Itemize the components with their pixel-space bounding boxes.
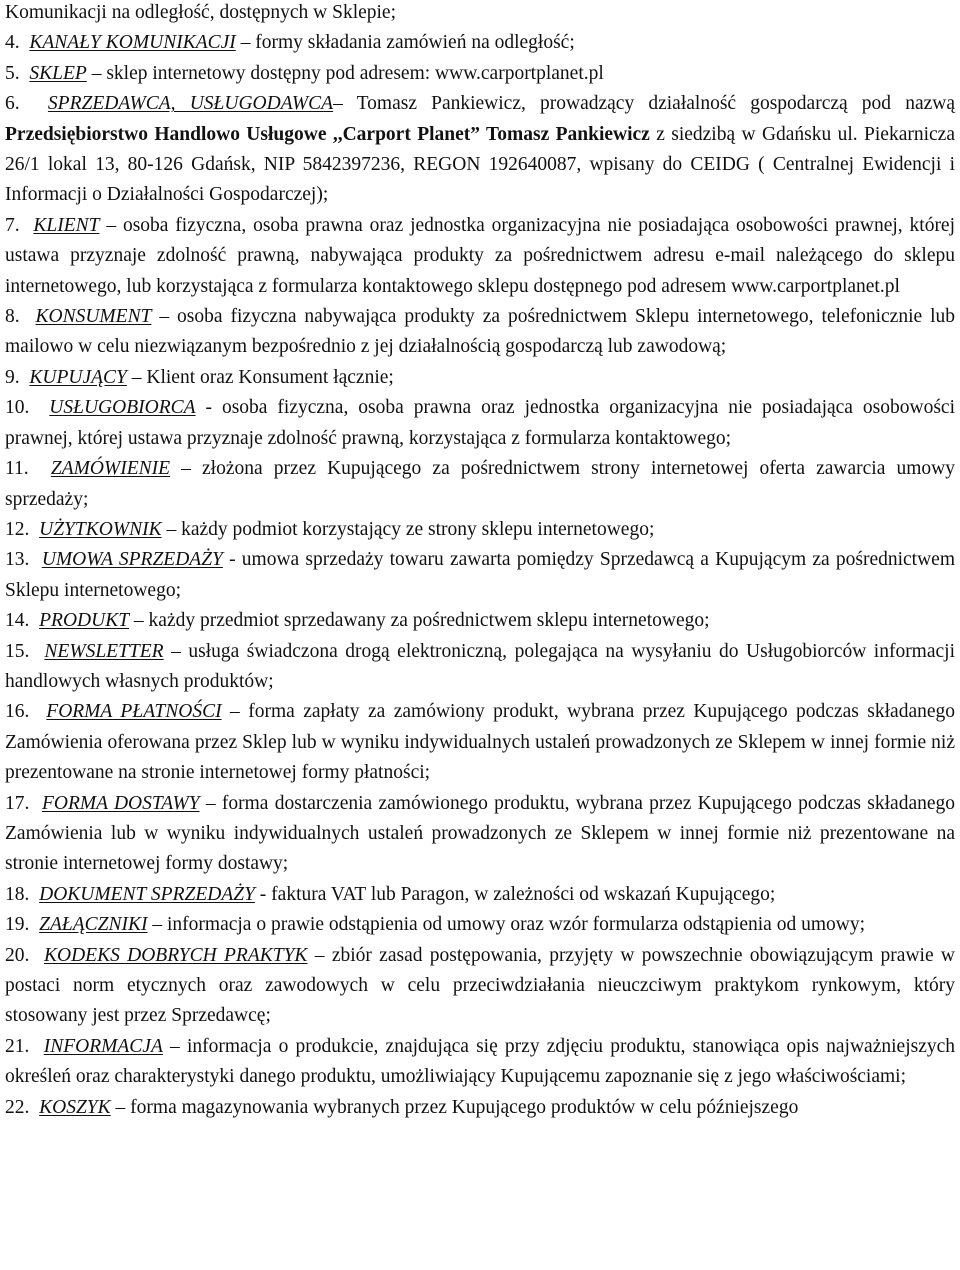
definition-item-5: [5, 59, 955, 89]
definition-text: – informacja o produkcie, znajdująca się przy zdjęciu produktu, stanowiąca opis najważniejszych określeń oraz charakterystyki danego produktu, umożliwiający Kupującemu zapoznanie się z jego właściwościami;: [5, 1035, 956, 1088]
item-number: 15.: [5, 640, 30, 662]
definition-text: – usługa świadczona drogą elektroniczną, polegająca na wysyłaniu do Usługobiorców informacji handlowych własnych produktów;: [5, 640, 955, 692]
definition-text-pre: – Tomasz Pankiewicz, prowadzący działalność gospodarczą pod nazwą: [333, 93, 955, 115]
definition-text: – forma magazynowania wybranych przez Kupującego produktów w celu późniejszego: [110, 1096, 799, 1118]
definition-item-9: [5, 363, 955, 393]
definition-item-8: [5, 302, 955, 363]
defined-term: KODEKS DOBRYCH PRAKTYK: [43, 944, 308, 966]
defined-term: UŻYTKOWNIK: [39, 518, 162, 540]
definition-text: – forma zapłaty za zamówiony produkt, wybrana przez Kupującego podczas składanego Zamówienia oferowana przez Sklep lub w wyniku indywidualnych ustaleń prowadzonych ze Sklepem w innej formie niż prezentowane na stronie internetowej formy płatności;: [5, 701, 956, 784]
item-number: 13.: [5, 549, 30, 571]
definition-text: – zbiór zasad postępowania, przyjęty w powszechnie obowiązującym prawie w postaci norm etycznych oraz zawodowych w celu przeciwdziałania nieuczciwym praktykom rynkowym, który stosowany jest przez Sprzedawcę;: [5, 944, 955, 1027]
defined-term: USŁUGOBIORCA: [49, 397, 196, 419]
item-number: 19.: [5, 914, 30, 936]
defined-term: KANAŁY KOMUNIKACJI: [29, 32, 236, 54]
item-number: 10.: [5, 397, 30, 419]
defined-term: KLIENT: [33, 214, 100, 236]
definition-text: – każdy przedmiot sprzedawany za pośrednictwem sklepu internetowego;: [129, 610, 710, 632]
defined-term: ZAŁĄCZNIKI: [39, 914, 148, 936]
definition-item-17: [5, 789, 955, 880]
definition-item-22: [5, 1093, 955, 1123]
definition-item-21: [5, 1032, 955, 1093]
item-number: 21.: [5, 1035, 30, 1057]
definition-item-13: [5, 545, 955, 606]
item-number: 8.: [5, 306, 20, 328]
definition-text: - faktura VAT lub Paragon, w zależności od wskazań Kupującego;: [254, 883, 776, 905]
definition-text: – informacja o prawie odstąpienia od umowy oraz wzór formularza odstąpienia od umowy;: [147, 914, 865, 936]
definition-item-11: [5, 454, 955, 515]
definition-text: - osoba fizyczna, osoba prawna oraz jednostka organizacyjna nie posiadająca osobowości prawnej, której ustawa przyznaje zdolność prawną, korzystająca z formularza kontaktowego;: [5, 397, 956, 449]
item-number: 18.: [5, 883, 30, 905]
definition-text: – sklep internetowy dostępny pod adresem: www.carportplanet.pl: [86, 62, 604, 84]
defined-term: KUPUJĄCY: [29, 366, 127, 388]
definition-text: – każdy podmiot korzystający ze strony sklepu internetowego;: [161, 518, 655, 540]
item-number: 12.: [5, 518, 30, 540]
definition-text: – osoba fizyczna, osoba prawna oraz jednostka organizacyjna nie posiadająca osobowości prawnej, której ustawa przyznaje zdolność prawną, nabywająca produkty za pośrednictwem adresu e-mail należącego do sklepu internetowego, lub korzystająca z formularza kontaktowego sklepu dostępnego pod adresem www.carportplanet.pl: [5, 214, 956, 297]
definition-text: – formy składania zamówień na odległość;: [235, 32, 575, 54]
item-number: 17.: [5, 792, 30, 814]
defined-term: INFORMACJA: [43, 1035, 163, 1057]
defined-term: SPRZEDAWCA, USŁUGODAWCA: [47, 93, 334, 115]
item-number: 16.: [5, 701, 30, 723]
definition-item-18: [5, 880, 955, 910]
item-number: 7.: [5, 214, 20, 236]
definition-item-10: [5, 393, 955, 454]
intro-tail-line: [5, 0, 955, 28]
definition-item-15: [5, 637, 955, 698]
item-number: 6.: [5, 93, 20, 115]
item-number: 20.: [5, 944, 30, 966]
definition-item-4: [5, 28, 955, 58]
definition-text: – forma dostarczenia zamówionego produktu, wybrana przez Kupującego podczas składanego Zamówienia lub w wyniku indywidualnych ustaleń prowadzonych ze Sklepem w innej formie niż prezentowane na stronie internetowej formy dostawy;: [5, 792, 956, 875]
intro-tail-text: Komunikacji na odległość, dostępnych w Sklepie;: [5, 2, 397, 23]
definition-item-20: [5, 941, 955, 1032]
item-number: 14.: [5, 610, 30, 632]
company-name: Przedsiębiorstwo Handlowo Usługowe ,,Carport Planet” Tomasz Pankiewicz: [5, 123, 650, 145]
defined-term: DOKUMENT SPRZEDAŻY: [39, 883, 255, 905]
defined-term: KONSUMENT: [35, 306, 152, 328]
definition-text: – złożona przez Kupującego za pośrednictwem strony internetowej oferta zawarcia umowy sprzedaży;: [5, 458, 955, 510]
definition-text: – osoba fizyczna nabywająca produkty za pośrednictwem Sklepu internetowego, telefonicznie lub mailowo w celu niezwiązanym bezpośrednio z jej działalnością gospodarczą lub zawodową;: [5, 306, 955, 358]
defined-term: UMOWA SPRZEDAŻY: [41, 549, 223, 571]
item-number: 22.: [5, 1096, 30, 1118]
definition-item-19: [5, 910, 955, 940]
defined-term: PRODUKT: [39, 610, 130, 632]
item-number: 5.: [5, 62, 20, 84]
definitions-list: [5, 0, 955, 1123]
definition-item-12: [5, 515, 955, 545]
item-number: 4.: [5, 32, 20, 54]
definition-item-14: [5, 606, 955, 636]
definition-text: – Klient oraz Konsument łącznie;: [126, 366, 394, 388]
definition-item-7: [5, 211, 955, 302]
definition-item-6: [5, 89, 955, 211]
defined-term: FORMA DOSTAWY: [41, 792, 200, 814]
defined-term: SKLEP: [29, 62, 87, 84]
definition-item-16: [5, 697, 955, 788]
defined-term: NEWSLETTER: [44, 640, 164, 662]
definition-text: - umowa sprzedaży towaru zawarta pomiędzy Sprzedawcą a Kupującym za pośrednictwem Sklepu internetowego;: [5, 549, 956, 601]
item-number: 9.: [5, 366, 20, 388]
definition-text-post: z siedzibą w Gdańsku ul. Piekarnicza 26/1 lokal 13, 80-126 Gdańsk, NIP 5842397236, REGON 192640087, wpisany do CEIDG ( Centralnej Ewidencji i Informacji o Działalności Gospodarczej);: [5, 123, 955, 206]
defined-term: ZAMÓWIENIE: [50, 458, 171, 480]
defined-term: KOSZYK: [39, 1096, 111, 1118]
defined-term: FORMA PŁATNOŚCI: [46, 701, 222, 723]
item-number: 11.: [5, 458, 29, 480]
